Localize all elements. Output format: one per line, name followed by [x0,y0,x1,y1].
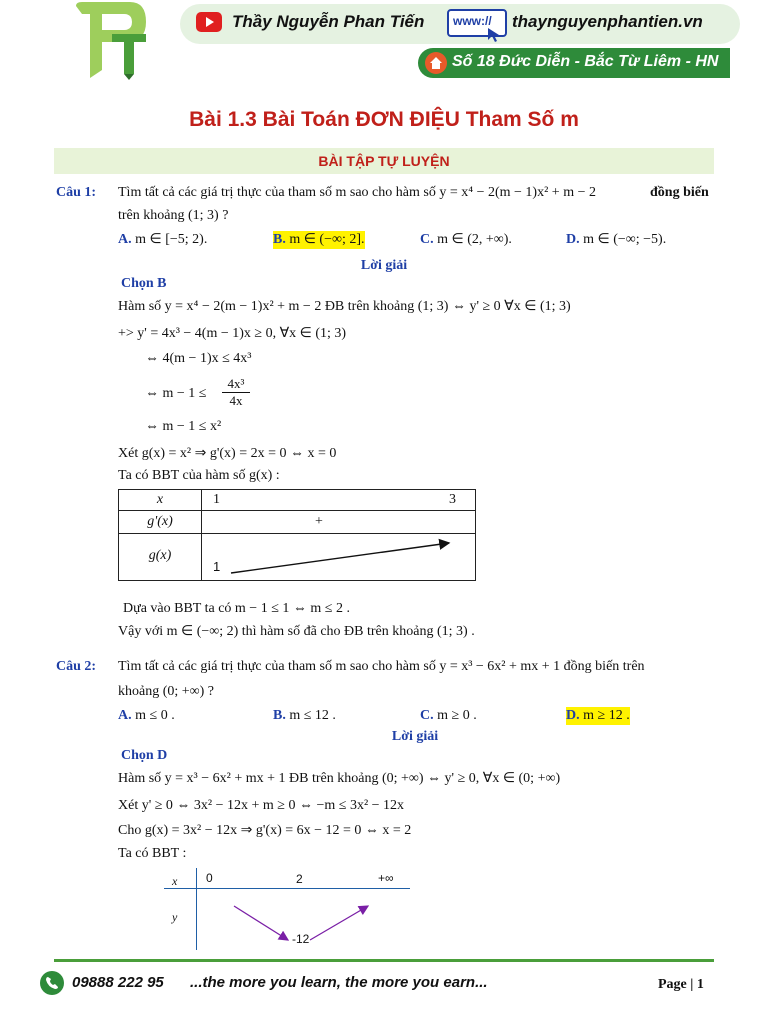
q2-table-label-x: x [172,874,178,888]
q1-option-d[interactable]: D. m ∈ (−∞; −5). [566,232,667,247]
section-bar [54,148,714,174]
q2-step-1: Hàm số y = x³ − 6x² + mx + 1 ĐB trên khoảng (0; +∞) ⇔ y' ≥ 0, ∀x ∈ (0; +∞) [118,771,561,786]
q2-option-c[interactable]: C. m ≥ 0 . [420,708,477,723]
q1-option-b[interactable]: B. m ∈ (−∞; 2]. [273,232,365,247]
q1-step-5: ⇔ m − 1 ≤ x² [145,419,222,434]
phone-icon [40,971,64,995]
q1-option-a[interactable]: A. m ∈ [−5; 2). [118,232,208,247]
q1-choice: Chọn B [121,276,167,291]
footer-phone[interactable]: 09888 222 95 [72,974,164,991]
q1-table-label-x: x [156,492,164,507]
q2-table-min: -12 [292,932,310,946]
q1-table-label-g: g(x) [148,548,172,563]
q2-step-4: Ta có BBT : [118,846,187,861]
q2-label: Câu 2: [56,659,97,674]
website-link[interactable]: thaynguyenphantien.vn [512,12,703,31]
address-text: Số 18 Đức Diễn - Bắc Từ Liêm - HN [452,53,719,70]
page-title: Bài 1.3 Bài Toán ĐƠN ĐIỆU Tham Số m [189,108,579,131]
q1-conclusion-1: Dựa vào BBT ta có m − 1 ≤ 1 ⇔ m ≤ 2 . [123,601,350,616]
q2-option-b[interactable]: B. m ≤ 12 . [273,708,336,723]
q1-variation-table [118,489,476,581]
www-label: www:// [453,14,492,28]
q1-solution-heading: Lời giải [360,258,408,273]
q1-step-2: +> y' = 4x³ − 4(m − 1)x ≥ 0, ∀x ∈ (1; 3) [118,326,347,341]
q1-step-3: ⇔ 4(m − 1)x ≤ 4x³ [145,351,252,366]
q1-table-sign: + [315,514,323,529]
q2-variation-table [164,868,410,952]
cursor-icon [486,26,504,44]
q1-fraction-denominator: 4x [229,393,243,408]
q2-table-x-2: 2 [296,872,303,886]
q1-fraction-numerator: 4x³ [222,376,250,393]
q1-text-line2: trên khoảng (1; 3) ? [118,208,229,223]
q2-option-d[interactable]: D. m ≥ 12 . [566,708,630,723]
q1-step-7: Ta có BBT của hàm số g(x) : [118,468,280,483]
q2-table-x-0: 0 [206,871,213,885]
q2-text-line2: khoảng (0; +∞) ? [118,684,215,699]
q1-conclusion-2: Vậy với m ∈ (−∞; 2) thì hàm số đã cho ĐB trên khoảng (1; 3) . [118,624,475,639]
q2-step-3: Cho g(x) = 3x² − 12x ⇒ g'(x) = 6x − 12 = 0 ⇔ x = 2 [118,823,412,838]
teacher-name[interactable]: Thầy Nguyễn Phan Tiến [232,12,425,31]
section-heading: BÀI TẬP TỰ LUYỆN [318,153,450,169]
q1-step-1: Hàm số y = x⁴ − 2(m − 1)x² + m − 2 ĐB trên khoảng (1; 3) ⇔ y' ≥ 0 ∀x ∈ (1; 3) [118,299,571,314]
footer-slogan: ...the more you learn, the more you earn... [190,974,488,991]
q2-option-a[interactable]: A. m ≤ 0 . [118,708,175,723]
q1-step-6: Xét g(x) = x² ⇒ g'(x) = 2x = 0 ⇔ x = 0 [118,446,337,461]
q2-choice: Chọn D [121,748,168,763]
q1-increasing-arrow [201,534,475,580]
youtube-icon[interactable] [196,12,222,32]
q1-table-g-start: 1 [213,559,221,574]
q2-table-label-y: y [172,910,178,924]
q1-label: Câu 1: [56,185,97,200]
q1-text-line1: Tìm tất cả các giá trị thực của tham số m sao cho hàm số y = x⁴ − 2(m − 1)x² + m − 2 [118,185,596,200]
logo-icon [68,0,168,80]
q1-step-4: ⇔ m − 1 ≤ [145,386,207,401]
q1-table-label-gprime: g'(x) [147,514,173,529]
q1-fraction [222,376,250,409]
q1-text-emphasis: đồng biến [650,185,709,200]
home-icon [425,52,447,74]
footer-divider [54,959,714,962]
q2-variation-arrows [224,898,374,944]
page-number: Page | 1 [658,977,704,992]
q1-table-x-start: 1 [213,492,220,507]
q2-solution-heading: Lời giải [391,729,439,744]
q2-table-x-inf: +∞ [378,871,394,885]
q2-step-2: Xét y' ≥ 0 ⇔ 3x² − 12x + m ≥ 0 ⇔ −m ≤ 3x² − 12x [118,798,405,813]
q1-table-x-end: 3 [449,492,456,507]
q2-text-line1: Tìm tất cả các giá trị thực của tham số m sao cho hàm số y = x³ − 6x² + mx + 1 đồng biến trên [118,659,645,674]
q1-option-c[interactable]: C. m ∈ (2, +∞). [420,232,512,247]
